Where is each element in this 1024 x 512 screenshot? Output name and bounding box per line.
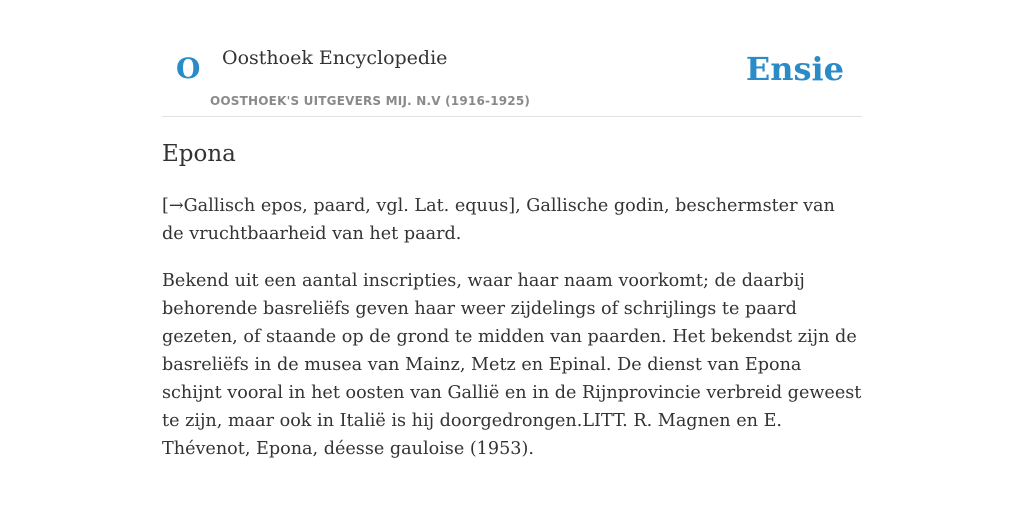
- encyclopedia-title[interactable]: Oosthoek Encyclopedie: [222, 47, 448, 69]
- page-container: [162, 0, 862, 459]
- site-header: [162, 0, 862, 117]
- ensie-brand-link[interactable]: Ensie: [745, 50, 844, 88]
- entry-title: Epona: [162, 141, 236, 167]
- publisher-subtitle: OOSTHOEK'S UITGEVERS MIJ. N.V (1916-1925): [210, 94, 531, 108]
- entry-paragraph: [→Gallisch epos, paard, vgl. Lat. equus], Gallische godin, beschermster van de vruchtbaarheid van het paard.: [162, 196, 835, 244]
- entry-paragraph: Bekend uit een aantal inscripties, waar haar naam voorkomt; de daarbij behorende basreliëfs geven haar weer zijdelings of schrijlings te paard gezeten, of staande op de grond te midden van paarden. Het bekendst zijn de basreliëfs in de musea van Mainz, Metz en Epinal. De dienst van Epona schijnt vooral in het oosten van Gallië en in de Rijnprovincie verbreid geweest te zijn, maar ook in Italië is hij doorgedrongen.LITT. R. Magnen en E. Thévenot, Epona, déesse gauloise (1953).: [162, 271, 862, 459]
- encyclopedia-initial-logo: O: [176, 52, 201, 85]
- entry-body: [162, 192, 862, 482]
